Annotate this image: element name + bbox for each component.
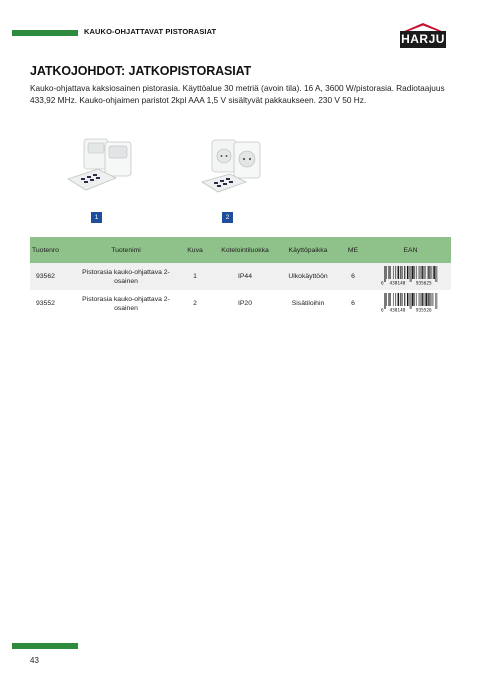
cell-ean [370,263,451,290]
column-header-code: Tuotenro [30,237,72,263]
barcode-bar [395,266,396,279]
barcode-bar [386,293,387,306]
barcode-bar [415,293,416,306]
barcode-bar [418,293,419,306]
barcode-bar [426,293,427,306]
cell-ip-class: IP20 [238,300,252,307]
barcode-bar [425,293,426,306]
barcode-bar [396,266,397,279]
barcode-digits: 438140 [389,281,405,286]
column-header-ean: EAN [370,237,451,263]
footer-accent-bar [12,643,78,649]
barcode-bar [427,266,428,279]
barcode-bar [419,293,420,306]
barcode-bar [400,293,401,306]
barcode-bar [428,293,429,306]
barcode-bar [389,266,390,279]
cell-image: 1 [180,263,210,290]
product-image-1 [64,136,136,198]
column-header-ip-class: Kotelointiluokka [210,237,280,263]
barcode-bar [390,266,391,279]
barcode-bar [433,266,434,279]
barcode-bar [410,293,411,309]
barcode-bar [429,293,430,306]
barcode-bar [406,266,407,279]
table-row [30,263,451,290]
column-header-me: ME [336,237,370,263]
ean-barcode [379,291,443,313]
barcode-digits: 935625 [415,281,432,286]
barcode-bar [429,266,430,279]
ean-barcode [379,264,443,286]
barcode-bar [386,266,387,279]
barcode-bar [433,266,434,279]
barcode-bar [406,293,407,306]
barcode-digits: 935526 [415,308,432,313]
barcode-bar [414,266,415,279]
barcode-bar [400,266,401,279]
brand-logo [400,22,446,48]
barcode-bar [422,266,423,279]
barcode-bar [415,266,416,279]
barcode-bar [424,266,425,279]
barcode-bar [398,293,399,306]
cell-name: Pistorasia kauko-ohjattava 2-osainen [82,295,170,312]
barcode-bar [404,293,405,306]
barcode-bar [413,266,414,279]
barcode-bar [396,293,397,306]
table-row [30,290,451,317]
barcode-bar [407,266,408,279]
barcode-digits: 6 [380,281,384,286]
page-heading: JATKOJOHDOT: JATKOPISTORASIAT [30,64,252,78]
barcode-digits: 438140 [389,308,405,313]
barcode-bar [400,293,401,306]
barcode-bar [427,293,428,306]
barcode-bar [395,293,396,306]
cell-me: 6 [336,263,370,290]
barcode-bar [418,266,419,279]
barcode-bar [426,293,427,306]
barcode-bar [431,266,432,279]
page-number: 43 [30,656,39,665]
barcode-bar [398,266,399,279]
barcode-bar [412,293,413,306]
barcode-bar [432,293,433,306]
barcode-bar [431,293,432,306]
barcode-bar [398,266,399,279]
barcode-bar [423,266,424,279]
barcode-bar [384,266,385,282]
barcode-bar [404,293,405,306]
product-image-2 [196,136,268,198]
barcode-bar [388,266,389,279]
barcode-bar [401,266,402,279]
cell-image: 2 [193,300,197,307]
barcode-bar [423,293,424,306]
cell-code: 93562 [30,263,72,290]
cell-ip-class: IP44 [210,263,280,290]
barcode-bar [408,293,409,306]
barcode-bar [435,293,436,309]
barcode-bar [408,266,409,279]
image-label-2: 2 [222,212,233,223]
barcode-bar [409,293,410,309]
product-table [30,237,451,317]
barcode-bar [390,293,391,306]
barcode-bar [412,293,413,306]
barcode-bar [414,293,415,306]
cell-me: 6 [351,300,355,307]
barcode-bar [422,266,423,279]
barcode-bar [429,266,430,279]
barcode-bar [404,266,405,279]
barcode-bar [436,266,437,282]
table-header-row [30,237,451,263]
barcode-bar [400,266,401,279]
section-title: KAUKO-OHJATTAVAT PISTORASIAT [84,27,217,36]
barcode-bar [398,293,399,306]
cell-code: 93552 [36,300,55,307]
barcode-bar [392,266,393,279]
barcode-bar [401,293,402,306]
barcode-digits: 6 [380,308,384,313]
cell-place: Sisätiloihin [291,300,325,307]
barcode-bar [412,266,413,279]
barcode-bar [385,293,386,309]
image-label-1: 1 [91,212,102,223]
barcode-bar [421,293,422,306]
cell-name: Pistorasia kauko-ohjattava 2-osainen [72,263,180,290]
barcode-bar [409,266,410,282]
column-header-place: Käyttöpaikka [280,237,336,263]
barcode-bar [410,266,411,282]
product-description: Kauko-ohjattava kaksiosainen pistorasia. Käyttöalue 30 metriä (avoin tila). 16 A, 3600 W/pistorasia. Radiotaajuus 433,92 MHz. Kauko-ohjaimen paristot 2kpl AAA 1,5 V sisältyvät pakkaukseen. 230 V 50 Hz. [30,83,445,105]
cell-place: Ulkokäyttöön [280,263,336,290]
barcode-bar [429,293,430,306]
column-header-name: Tuotenimi [72,237,180,263]
barcode-bar [422,293,423,306]
barcode-bar [385,266,386,282]
barcode-bar [428,266,429,279]
logo-wordmark: HARJU [401,32,445,46]
column-header-image: Kuva [180,237,210,263]
barcode-bar [404,266,405,279]
barcode-bar [435,266,436,282]
barcode-bar [422,293,423,306]
header-accent-bar [12,30,78,36]
barcode-bar [412,266,413,279]
barcode-bar [384,293,385,309]
barcode-bar [434,266,435,279]
barcode-bar [392,293,393,306]
barcode-bar [407,293,408,306]
barcode-bar [388,293,389,306]
barcode-bar [389,293,390,306]
barcode-bar [421,266,422,279]
barcode-bar [413,293,414,306]
cell-ean [370,290,451,317]
barcode-bar [436,293,437,309]
barcode-bar [419,266,420,279]
